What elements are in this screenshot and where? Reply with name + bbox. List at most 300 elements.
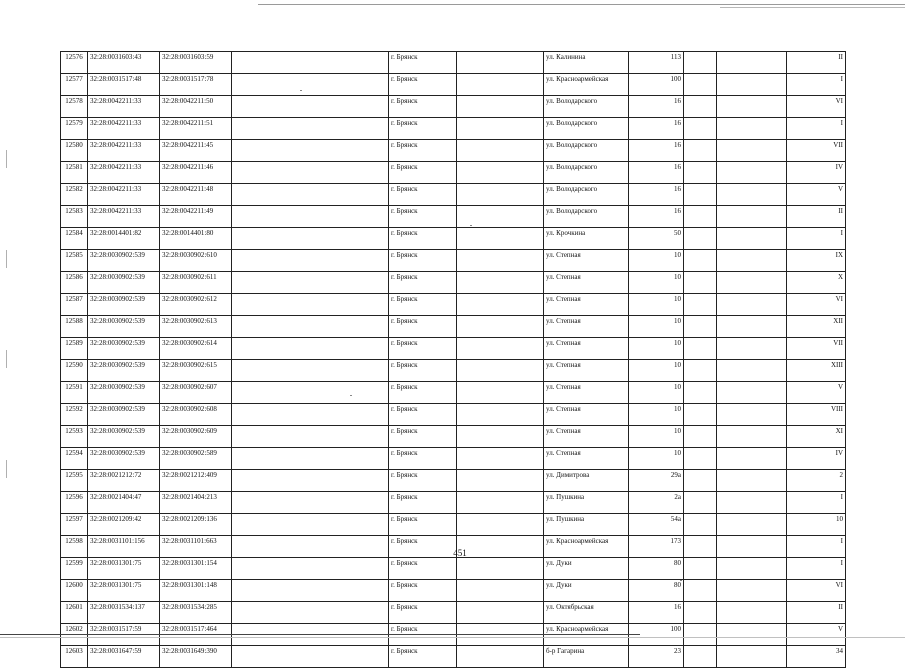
table-row <box>61 558 846 580</box>
house-number-cell: 113 <box>629 52 684 74</box>
room-number-cell: II <box>787 602 846 624</box>
city-cell: г. Брянск <box>389 206 457 228</box>
object-cadastral-cell: 32:28:0014401:80 <box>160 228 232 250</box>
room-number-cell: 2 <box>787 470 846 492</box>
parcel-cadastral-cell: 32:28:0030902:539 <box>88 316 160 338</box>
empty-cell <box>717 140 787 162</box>
empty-cell <box>717 536 787 558</box>
city-cell: г. Брянск <box>389 470 457 492</box>
room-number-cell: V <box>787 382 846 404</box>
empty-cell <box>684 316 717 338</box>
empty-cell <box>684 206 717 228</box>
object-cadastral-cell: 32:28:0030902:615 <box>160 360 232 382</box>
table-row <box>61 580 846 602</box>
empty-cell <box>684 272 717 294</box>
empty-cell <box>684 162 717 184</box>
parcel-cadastral-cell: 32:28:0042211:33 <box>88 206 160 228</box>
empty-cell <box>232 360 389 382</box>
empty-cell <box>717 228 787 250</box>
parcel-cadastral-cell: 32:28:0031517:59 <box>88 624 160 646</box>
house-number-cell: 50 <box>629 228 684 250</box>
record-number-cell: 12581 <box>61 162 88 184</box>
house-number-cell: 23 <box>629 646 684 668</box>
parcel-cadastral-cell: 32:28:0042211:33 <box>88 162 160 184</box>
street-cell: ул. Степная <box>544 360 629 382</box>
room-number-cell: VII <box>787 338 846 360</box>
empty-cell <box>457 448 544 470</box>
room-number-cell: VI <box>787 580 846 602</box>
empty-cell <box>232 558 389 580</box>
empty-cell <box>717 514 787 536</box>
empty-cell <box>232 52 389 74</box>
street-cell: ул. Степная <box>544 316 629 338</box>
empty-cell <box>457 316 544 338</box>
empty-cell <box>684 382 717 404</box>
empty-cell <box>717 646 787 668</box>
table-row <box>61 74 846 96</box>
room-number-cell: 34 <box>787 646 846 668</box>
room-number-cell: VI <box>787 294 846 316</box>
house-number-cell: 100 <box>629 624 684 646</box>
house-number-cell: 16 <box>629 206 684 228</box>
empty-cell <box>717 206 787 228</box>
empty-cell <box>232 338 389 360</box>
object-cadastral-cell: 32:28:0030902:612 <box>160 294 232 316</box>
empty-cell <box>717 492 787 514</box>
parcel-cadastral-cell: 32:28:0030902:539 <box>88 294 160 316</box>
street-cell: ул. Пушкина <box>544 492 629 514</box>
parcel-cadastral-cell: 32:28:0014401:82 <box>88 228 160 250</box>
record-number-cell: 12594 <box>61 448 88 470</box>
room-number-cell: V <box>787 624 846 646</box>
empty-cell <box>684 646 717 668</box>
empty-cell <box>232 184 389 206</box>
street-cell: ул. Красноармейская <box>544 624 629 646</box>
house-number-cell: 16 <box>629 118 684 140</box>
city-cell: г. Брянск <box>389 294 457 316</box>
house-number-cell: 80 <box>629 558 684 580</box>
empty-cell <box>457 74 544 96</box>
street-cell: ул. Володарского <box>544 184 629 206</box>
object-cadastral-cell: 32:28:0031603:59 <box>160 52 232 74</box>
street-cell: ул. Володарского <box>544 140 629 162</box>
room-number-cell: II <box>787 206 846 228</box>
house-number-cell: 10 <box>629 360 684 382</box>
street-cell: ул. Степная <box>544 250 629 272</box>
empty-cell <box>684 52 717 74</box>
empty-cell <box>457 162 544 184</box>
object-cadastral-cell: 32:28:0030902:609 <box>160 426 232 448</box>
empty-cell <box>684 602 717 624</box>
house-number-cell: 16 <box>629 96 684 118</box>
parcel-cadastral-cell: 32:28:0031517:48 <box>88 74 160 96</box>
record-number-cell: 12596 <box>61 492 88 514</box>
table-row <box>61 118 846 140</box>
parcel-cadastral-cell: 32:28:0030902:539 <box>88 426 160 448</box>
object-cadastral-cell: 32:28:0030902:610 <box>160 250 232 272</box>
empty-cell <box>717 118 787 140</box>
room-number-cell: II <box>787 52 846 74</box>
parcel-cadastral-cell: 32:28:0031101:156 <box>88 536 160 558</box>
empty-cell <box>717 580 787 602</box>
street-cell: ул. Дуки <box>544 580 629 602</box>
room-number-cell: VI <box>787 96 846 118</box>
empty-cell <box>232 646 389 668</box>
record-number-cell: 12578 <box>61 96 88 118</box>
empty-cell <box>457 250 544 272</box>
empty-cell <box>684 96 717 118</box>
empty-cell <box>684 338 717 360</box>
empty-cell <box>717 360 787 382</box>
object-cadastral-cell: 32:28:0031534:285 <box>160 602 232 624</box>
table-row <box>61 360 846 382</box>
parcel-cadastral-cell: 32:28:0030902:539 <box>88 272 160 294</box>
table-row <box>61 184 846 206</box>
table-row <box>61 338 846 360</box>
street-cell: ул. Володарского <box>544 162 629 184</box>
house-number-cell: 10 <box>629 316 684 338</box>
city-cell: г. Брянск <box>389 228 457 250</box>
city-cell: г. Брянск <box>389 250 457 272</box>
room-number-cell: I <box>787 228 846 250</box>
table-row <box>61 96 846 118</box>
empty-cell <box>232 514 389 536</box>
city-cell: г. Брянск <box>389 426 457 448</box>
object-cadastral-cell: 32:28:0030902:611 <box>160 272 232 294</box>
record-number-cell: 12580 <box>61 140 88 162</box>
house-number-cell: 16 <box>629 140 684 162</box>
room-number-cell: I <box>787 558 846 580</box>
city-cell: г. Брянск <box>389 646 457 668</box>
empty-cell <box>457 360 544 382</box>
empty-cell <box>457 470 544 492</box>
empty-cell <box>717 558 787 580</box>
parcel-cadastral-cell: 32:28:0042211:33 <box>88 118 160 140</box>
object-cadastral-cell: 32:28:0021212:409 <box>160 470 232 492</box>
empty-cell <box>232 140 389 162</box>
street-cell: ул. Крочкина <box>544 228 629 250</box>
empty-cell <box>684 250 717 272</box>
empty-cell <box>684 360 717 382</box>
parcel-cadastral-cell: 32:28:0031301:75 <box>88 558 160 580</box>
city-cell: г. Брянск <box>389 624 457 646</box>
room-number-cell: IX <box>787 250 846 272</box>
table-row <box>61 492 846 514</box>
record-number-cell: 12598 <box>61 536 88 558</box>
empty-cell <box>457 294 544 316</box>
room-number-cell: I <box>787 492 846 514</box>
empty-cell <box>717 404 787 426</box>
registry-table <box>60 51 846 668</box>
empty-cell <box>684 492 717 514</box>
city-cell: г. Брянск <box>389 514 457 536</box>
object-cadastral-cell: 32:28:0042211:51 <box>160 118 232 140</box>
room-number-cell: VII <box>787 140 846 162</box>
parcel-cadastral-cell: 32:28:0030902:539 <box>88 360 160 382</box>
room-number-cell: VIII <box>787 404 846 426</box>
empty-cell <box>684 580 717 602</box>
object-cadastral-cell: 32:28:0030902:614 <box>160 338 232 360</box>
empty-cell <box>457 492 544 514</box>
city-cell: г. Брянск <box>389 448 457 470</box>
empty-cell <box>684 294 717 316</box>
record-number-cell: 12577 <box>61 74 88 96</box>
city-cell: г. Брянск <box>389 118 457 140</box>
empty-cell <box>457 184 544 206</box>
empty-cell <box>717 162 787 184</box>
empty-cell <box>457 646 544 668</box>
table-row <box>61 316 846 338</box>
street-cell: ул. Дуки <box>544 558 629 580</box>
record-number-cell: 12589 <box>61 338 88 360</box>
empty-cell <box>457 52 544 74</box>
house-number-cell: 100 <box>629 74 684 96</box>
page-number: 451 <box>453 548 467 558</box>
empty-cell <box>717 448 787 470</box>
object-cadastral-cell: 32:28:0030902:613 <box>160 316 232 338</box>
house-number-cell: 10 <box>629 272 684 294</box>
empty-cell <box>717 624 787 646</box>
house-number-cell: 173 <box>629 536 684 558</box>
street-cell: ул. Октябрьская <box>544 602 629 624</box>
city-cell: г. Брянск <box>389 382 457 404</box>
house-number-cell: 80 <box>629 580 684 602</box>
object-cadastral-cell: 32:28:0031101:663 <box>160 536 232 558</box>
table-row <box>61 448 846 470</box>
empty-cell <box>684 558 717 580</box>
street-cell: ул. Степная <box>544 426 629 448</box>
table-row <box>61 470 846 492</box>
record-number-cell: 12587 <box>61 294 88 316</box>
empty-cell <box>232 602 389 624</box>
house-number-cell: 10 <box>629 404 684 426</box>
city-cell: г. Брянск <box>389 52 457 74</box>
room-number-cell: XI <box>787 426 846 448</box>
object-cadastral-cell: 32:28:0030902:589 <box>160 448 232 470</box>
parcel-cadastral-cell: 32:28:0030902:539 <box>88 404 160 426</box>
city-cell: г. Брянск <box>389 74 457 96</box>
empty-cell <box>232 228 389 250</box>
empty-cell <box>717 184 787 206</box>
empty-cell <box>457 580 544 602</box>
room-number-cell: X <box>787 272 846 294</box>
record-number-cell: 12590 <box>61 360 88 382</box>
bottom-scan-rule-secondary <box>0 637 905 638</box>
city-cell: г. Брянск <box>389 140 457 162</box>
house-number-cell: 2а <box>629 492 684 514</box>
table-row <box>61 382 846 404</box>
house-number-cell: 10 <box>629 426 684 448</box>
object-cadastral-cell: 32:28:0042211:49 <box>160 206 232 228</box>
parcel-cadastral-cell: 32:28:0042211:33 <box>88 96 160 118</box>
city-cell: г. Брянск <box>389 184 457 206</box>
record-number-cell: 12599 <box>61 558 88 580</box>
empty-cell <box>717 96 787 118</box>
empty-cell <box>684 448 717 470</box>
empty-cell <box>684 514 717 536</box>
room-number-cell: XIII <box>787 360 846 382</box>
street-cell: ул. Степная <box>544 382 629 404</box>
empty-cell <box>457 118 544 140</box>
object-cadastral-cell: 32:28:0031301:148 <box>160 580 232 602</box>
house-number-cell: 16 <box>629 162 684 184</box>
empty-cell <box>232 448 389 470</box>
object-cadastral-cell: 32:28:0031301:154 <box>160 558 232 580</box>
empty-cell <box>457 338 544 360</box>
empty-cell <box>684 140 717 162</box>
empty-cell <box>232 580 389 602</box>
bottom-scan-rule <box>0 634 640 635</box>
record-number-cell: 12600 <box>61 580 88 602</box>
empty-cell <box>717 316 787 338</box>
record-number-cell: 12582 <box>61 184 88 206</box>
scan-mark <box>6 460 7 478</box>
parcel-cadastral-cell: 32:28:0021212:72 <box>88 470 160 492</box>
house-number-cell: 10 <box>629 250 684 272</box>
record-number-cell: 12584 <box>61 228 88 250</box>
street-cell: ул. Степная <box>544 272 629 294</box>
record-number-cell: 12588 <box>61 316 88 338</box>
house-number-cell: 10 <box>629 382 684 404</box>
city-cell: г. Брянск <box>389 404 457 426</box>
record-number-cell: 12586 <box>61 272 88 294</box>
parcel-cadastral-cell: 32:28:0030902:539 <box>88 382 160 404</box>
object-cadastral-cell: 32:28:0021209:136 <box>160 514 232 536</box>
empty-cell <box>457 272 544 294</box>
table-row <box>61 52 846 74</box>
parcel-cadastral-cell: 32:28:0031534:137 <box>88 602 160 624</box>
object-cadastral-cell: 32:28:0042211:48 <box>160 184 232 206</box>
empty-cell <box>457 602 544 624</box>
empty-cell <box>717 294 787 316</box>
city-cell: г. Брянск <box>389 580 457 602</box>
empty-cell <box>457 382 544 404</box>
table-row <box>61 228 846 250</box>
city-cell: г. Брянск <box>389 602 457 624</box>
scan-mark <box>6 350 7 368</box>
empty-cell <box>457 558 544 580</box>
empty-cell <box>717 250 787 272</box>
empty-cell <box>717 338 787 360</box>
object-cadastral-cell: 32:28:0031517:78 <box>160 74 232 96</box>
empty-cell <box>684 426 717 448</box>
house-number-cell: 10 <box>629 294 684 316</box>
room-number-cell: I <box>787 74 846 96</box>
empty-cell <box>717 602 787 624</box>
empty-cell <box>232 96 389 118</box>
empty-cell <box>457 404 544 426</box>
record-number-cell: 12579 <box>61 118 88 140</box>
empty-cell <box>232 118 389 140</box>
empty-cell <box>232 426 389 448</box>
empty-cell <box>684 228 717 250</box>
street-cell: ул. Пушкина <box>544 514 629 536</box>
record-number-cell: 12593 <box>61 426 88 448</box>
street-cell: ул. Степная <box>544 404 629 426</box>
street-cell: б-р Гагарина <box>544 646 629 668</box>
city-cell: г. Брянск <box>389 316 457 338</box>
empty-cell <box>717 272 787 294</box>
table-row <box>61 162 846 184</box>
scan-mark <box>6 250 7 268</box>
record-number-cell: 12592 <box>61 404 88 426</box>
empty-cell <box>232 272 389 294</box>
object-cadastral-cell: 32:28:0042211:50 <box>160 96 232 118</box>
city-cell: г. Брянск <box>389 272 457 294</box>
empty-cell <box>717 74 787 96</box>
object-cadastral-cell: 32:28:0031517:464 <box>160 624 232 646</box>
empty-cell <box>684 74 717 96</box>
record-number-cell: 12583 <box>61 206 88 228</box>
street-cell: ул. Калинина <box>544 52 629 74</box>
city-cell: г. Брянск <box>389 96 457 118</box>
street-cell: ул. Володарского <box>544 96 629 118</box>
empty-cell <box>232 492 389 514</box>
object-cadastral-cell: 32:28:0030902:607 <box>160 382 232 404</box>
table-row <box>61 404 846 426</box>
room-number-cell: I <box>787 118 846 140</box>
top-scan-rule-secondary <box>720 7 905 8</box>
city-cell: г. Брянск <box>389 558 457 580</box>
record-number-cell: 12603 <box>61 646 88 668</box>
house-number-cell: 16 <box>629 184 684 206</box>
empty-cell <box>717 426 787 448</box>
empty-cell <box>457 96 544 118</box>
empty-cell <box>457 426 544 448</box>
street-cell: ул. Степная <box>544 294 629 316</box>
street-cell: ул. Красноармейская <box>544 536 629 558</box>
house-number-cell: 10 <box>629 338 684 360</box>
object-cadastral-cell: 32:28:0031649:390 <box>160 646 232 668</box>
room-number-cell: IV <box>787 448 846 470</box>
street-cell: ул. Володарского <box>544 206 629 228</box>
parcel-cadastral-cell: 32:28:0021209:42 <box>88 514 160 536</box>
parcel-cadastral-cell: 32:28:0030902:539 <box>88 448 160 470</box>
city-cell: г. Брянск <box>389 338 457 360</box>
house-number-cell: 29а <box>629 470 684 492</box>
table-row <box>61 426 846 448</box>
empty-cell <box>684 184 717 206</box>
record-number-cell: 12597 <box>61 514 88 536</box>
empty-cell <box>717 52 787 74</box>
record-number-cell: 12591 <box>61 382 88 404</box>
table-row <box>61 294 846 316</box>
empty-cell <box>457 206 544 228</box>
room-number-cell: IV <box>787 162 846 184</box>
record-number-cell: 12595 <box>61 470 88 492</box>
parcel-cadastral-cell: 32:28:0030902:539 <box>88 250 160 272</box>
street-cell: ул. Степная <box>544 338 629 360</box>
street-cell: ул. Димитрова <box>544 470 629 492</box>
empty-cell <box>457 514 544 536</box>
empty-cell <box>232 404 389 426</box>
empty-cell <box>232 316 389 338</box>
room-number-cell: XII <box>787 316 846 338</box>
empty-cell <box>684 470 717 492</box>
room-number-cell: V <box>787 184 846 206</box>
record-number-cell: 12602 <box>61 624 88 646</box>
city-cell: г. Брянск <box>389 360 457 382</box>
empty-cell <box>684 118 717 140</box>
table-row <box>61 602 846 624</box>
street-cell: ул. Красноармейская <box>544 74 629 96</box>
object-cadastral-cell: 32:28:0042211:46 <box>160 162 232 184</box>
empty-cell <box>717 470 787 492</box>
registry-rows <box>61 52 846 668</box>
parcel-cadastral-cell: 32:28:0042211:33 <box>88 140 160 162</box>
empty-cell <box>232 162 389 184</box>
empty-cell <box>232 206 389 228</box>
